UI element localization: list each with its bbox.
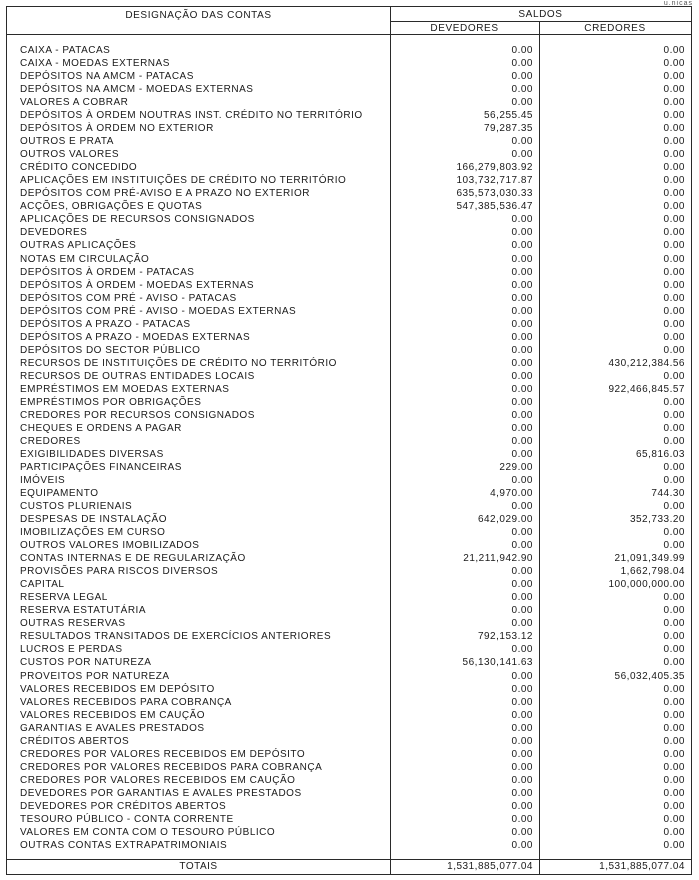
- credores-value: 0.00: [663, 110, 685, 122]
- table-row: [7, 83, 691, 96]
- table-row: [7, 813, 691, 826]
- table-row: [7, 383, 691, 396]
- table-row: [7, 96, 691, 109]
- table-row: [7, 253, 691, 266]
- devedores-value: 0.00: [511, 813, 533, 825]
- credores-value: 0.00: [663, 331, 685, 343]
- devedores-value: 0.00: [511, 331, 533, 343]
- devedores-value: 0.00: [511, 579, 533, 591]
- table-row: [7, 200, 691, 213]
- devedores-value: 0.00: [511, 748, 533, 760]
- table-row: [7, 266, 691, 279]
- account-name: OUTRAS CONTAS EXTRAPATRIMONIAIS: [20, 839, 228, 851]
- devedores-value: 0.00: [511, 136, 533, 148]
- table-row: [7, 748, 691, 761]
- credores-value: 0.00: [663, 683, 685, 695]
- account-name: DEVEDORES POR GARANTIAS E AVALES PRESTADOS: [20, 787, 302, 799]
- credores-value: 0.00: [663, 787, 685, 799]
- table-row: [7, 761, 691, 774]
- account-name: APLICAÇÕES DE RECURSOS CONSIGNADOS: [20, 214, 255, 226]
- devedores-value: 547,385,536.47: [456, 201, 533, 213]
- account-name: DEVEDORES POR CRÉDITOS ABERTOS: [20, 800, 227, 812]
- account-name: CRÉDITOS ABERTOS: [20, 735, 130, 747]
- devedores-value: 0.00: [511, 475, 533, 487]
- devedores-value: 166,279,803.92: [456, 162, 533, 174]
- corner-note: u.nicas: [663, 0, 693, 7]
- credores-value: 1,662,798.04: [620, 566, 685, 578]
- devedores-value: 0.00: [511, 826, 533, 838]
- account-name: LUCROS E PERDAS: [20, 644, 123, 656]
- table-row: [7, 422, 691, 435]
- account-name: VALORES RECEBIDOS EM DEPÓSITO: [20, 683, 215, 695]
- account-name: OUTROS E PRATA: [20, 136, 114, 148]
- devedores-value: 0.00: [511, 644, 533, 656]
- table-row: [7, 565, 691, 578]
- credores-value: 0.00: [663, 696, 685, 708]
- account-name: RESULTADOS TRANSITADOS DE EXERCÍCIOS ANTERIORES: [20, 631, 332, 643]
- devedores-value: 0.00: [511, 253, 533, 265]
- credores-value: 0.00: [663, 136, 685, 148]
- table-row: [7, 370, 691, 383]
- account-name: RECURSOS DE INSTITUIÇÕES DE CRÉDITO NO TERRITÓRIO: [20, 357, 337, 369]
- credores-value: 0.00: [663, 175, 685, 187]
- devedores-value: 0.00: [511, 735, 533, 747]
- credores-value: 0.00: [663, 162, 685, 174]
- credores-value: 0.00: [663, 370, 685, 382]
- table-row: [7, 774, 691, 787]
- credores-value: 0.00: [663, 240, 685, 252]
- devedores-value: 0.00: [511, 501, 533, 513]
- devedores-value: 792,153.12: [477, 631, 533, 643]
- account-name: VALORES A COBRAR: [20, 97, 129, 109]
- account-name: DEPÓSITOS A PRAZO - MOEDAS EXTERNAS: [20, 331, 251, 343]
- devedores-value: 0.00: [511, 84, 533, 96]
- table-row: [7, 135, 691, 148]
- account-name: DEPÓSITOS COM PRÉ - AVISO - PATACAS: [20, 292, 237, 304]
- account-name: CUSTOS POR NATUREZA: [20, 657, 152, 669]
- table-row: [7, 435, 691, 448]
- credores-value: 0.00: [663, 839, 685, 851]
- credores-value: 0.00: [663, 344, 685, 356]
- account-name: PROVISÕES PARA RISCOS DIVERSOS: [20, 566, 219, 578]
- account-name: VALORES EM CONTA COM O TESOURO PÚBLICO: [20, 826, 276, 838]
- devedores-value: 229.00: [499, 462, 533, 473]
- devedores-value: 0.00: [511, 409, 533, 421]
- credores-value: 0.00: [663, 826, 685, 838]
- credores-value: 0.00: [663, 266, 685, 278]
- credores-value: 0.00: [663, 605, 685, 617]
- account-name: CREDORES POR VALORES RECEBIDOS EM DEPÓSITO: [20, 748, 306, 760]
- credores-value: 0.00: [663, 631, 685, 643]
- account-name: VALORES RECEBIDOS EM CAUÇÃO: [20, 709, 206, 721]
- devedores-value: 79,287.35: [484, 123, 533, 135]
- credores-value: 0.00: [663, 592, 685, 604]
- table-row: [7, 826, 691, 839]
- totals-row: [7, 860, 691, 874]
- credores-value: 352,733.20: [629, 514, 685, 526]
- account-name: ACÇÕES, OBRIGAÇÕES E QUOTAS: [20, 201, 203, 213]
- credores-value: 0.00: [663, 318, 685, 330]
- devedores-value: 4,970.00: [490, 488, 533, 500]
- table-row: [7, 656, 691, 669]
- devedores-value: 0.00: [511, 279, 533, 291]
- devedores-value: 0.00: [511, 305, 533, 317]
- account-name: CREDORES POR RECURSOS CONSIGNADOS: [20, 409, 255, 421]
- credores-value: 65,816.03: [636, 448, 685, 460]
- account-name: DEPÓSITOS À ORDEM - MOEDAS EXTERNAS: [20, 279, 255, 291]
- table-row: [7, 331, 691, 344]
- table-row: [7, 617, 691, 630]
- credores-value: 0.00: [663, 540, 685, 552]
- header-designacao: DESIGNAÇÃO DAS CONTAS: [125, 10, 272, 21]
- devedores-value: 0.00: [511, 761, 533, 773]
- devedores-value: 0.00: [511, 45, 533, 56]
- devedores-value: 635,573,030.33: [456, 188, 533, 200]
- account-name: DEPÓSITOS DO SECTOR PÚBLICO: [20, 344, 201, 356]
- account-rows: [7, 44, 691, 852]
- account-name: OUTRAS RESERVAS: [20, 618, 126, 630]
- devedores-value: 103,732,717.87: [456, 175, 533, 187]
- devedores-value: 0.00: [511, 370, 533, 382]
- credores-value: 0.00: [663, 475, 685, 487]
- credores-value: 922,466,845.57: [608, 383, 685, 395]
- account-name: CREDORES POR VALORES RECEBIDOS EM CAUÇÃO: [20, 774, 296, 786]
- account-name: DEPÓSITOS À ORDEM NOUTRAS INST. CRÉDITO NO TERRITÓRIO: [20, 110, 363, 122]
- credores-value: 0.00: [663, 123, 685, 135]
- table-row: [7, 187, 691, 200]
- table-row: [7, 683, 691, 696]
- table-row: [7, 513, 691, 526]
- credores-value: 0.00: [663, 644, 685, 656]
- table-row: [7, 239, 691, 252]
- trial-balance-table: [6, 6, 692, 875]
- account-name: CAPITAL: [20, 579, 65, 591]
- credores-value: 0.00: [663, 722, 685, 734]
- credores-value: 0.00: [663, 71, 685, 83]
- account-name: RESERVA LEGAL: [20, 592, 108, 604]
- credores-value: 0.00: [663, 227, 685, 239]
- devedores-value: 0.00: [511, 71, 533, 83]
- credores-value: 0.00: [663, 435, 685, 447]
- table-row: [7, 643, 691, 656]
- devedores-value: 0.00: [511, 240, 533, 252]
- devedores-value: 0.00: [511, 618, 533, 630]
- devedores-value: 0.00: [511, 292, 533, 304]
- credores-value: 0.00: [663, 735, 685, 747]
- totals-devedores: 1,531,885,077.04: [447, 861, 533, 872]
- devedores-value: 0.00: [511, 839, 533, 851]
- credores-value: 56,032,405.35: [614, 670, 685, 682]
- credores-value: 430,212,384.56: [608, 357, 685, 369]
- account-name: TESOURO PÚBLICO - CONTA CORRENTE: [20, 813, 234, 825]
- table-row: [7, 487, 691, 500]
- table-row: [7, 630, 691, 643]
- devedores-value: 0.00: [511, 149, 533, 161]
- account-name: IMÓVEIS: [20, 475, 66, 487]
- credores-value: 0.00: [663, 149, 685, 161]
- header-saldos: SALDOS: [518, 9, 563, 20]
- table-row: [7, 578, 691, 591]
- devedores-value: 0.00: [511, 709, 533, 721]
- account-name: DEPÓSITOS NA AMCM - PATACAS: [20, 71, 194, 83]
- account-name: CRÉDITO CONCEDIDO: [20, 162, 138, 174]
- table-row: [7, 526, 691, 539]
- credores-value: 0.00: [663, 305, 685, 317]
- devedores-value: 0.00: [511, 435, 533, 447]
- account-name: EMPRÉSTIMOS EM MOEDAS EXTERNAS: [20, 383, 230, 395]
- account-name: GARANTIAS E AVALES PRESTADOS: [20, 722, 205, 734]
- table-row: [7, 226, 691, 239]
- account-name: CHEQUES E ORDENS A PAGAR: [20, 422, 182, 434]
- devedores-value: 0.00: [511, 396, 533, 408]
- account-name: DEPÓSITOS COM PRÉ - AVISO - MOEDAS EXTERNAS: [20, 305, 297, 317]
- account-name: VALORES RECEBIDOS PARA COBRANÇA: [20, 696, 232, 708]
- account-name: CAIXA - PATACAS: [20, 45, 111, 56]
- credores-value: 0.00: [663, 292, 685, 304]
- table-row: [7, 787, 691, 800]
- credores-value: 0.00: [663, 188, 685, 200]
- account-name: PARTICIPAÇÕES FINANCEIRAS: [20, 462, 182, 473]
- credores-value: 0.00: [663, 709, 685, 721]
- table-row: [7, 670, 691, 683]
- account-name: PROVEITOS POR NATUREZA: [20, 670, 170, 682]
- header-devedores: DEVEDORES: [430, 23, 499, 34]
- credores-value: 0.00: [663, 45, 685, 56]
- devedores-value: 0.00: [511, 448, 533, 460]
- header-divider: [7, 34, 691, 35]
- table-row: [7, 279, 691, 292]
- devedores-value: 0.00: [511, 357, 533, 369]
- devedores-value: 0.00: [511, 592, 533, 604]
- account-name: EQUIPAMENTO: [20, 488, 99, 500]
- credores-value: 0.00: [663, 813, 685, 825]
- table-row: [7, 213, 691, 226]
- devedores-value: 0.00: [511, 722, 533, 734]
- table-row: [7, 448, 691, 461]
- credores-value: 0.00: [663, 97, 685, 109]
- table-row: [7, 696, 691, 709]
- table-row: [7, 44, 691, 57]
- devedores-value: 0.00: [511, 527, 533, 539]
- account-name: EXIGIBILIDADES DIVERSAS: [20, 448, 164, 460]
- table-row: [7, 735, 691, 748]
- credores-value: 0.00: [663, 761, 685, 773]
- table-row: [7, 800, 691, 813]
- table-row: [7, 318, 691, 331]
- account-name: CREDORES: [20, 435, 81, 447]
- devedores-value: 0.00: [511, 383, 533, 395]
- table-row: [7, 344, 691, 357]
- account-name: OUTROS VALORES IMOBILIZADOS: [20, 540, 200, 552]
- credores-value: 0.00: [663, 253, 685, 265]
- table-row: [7, 552, 691, 565]
- saldos-divider: [390, 21, 691, 22]
- credores-value: 0.00: [663, 409, 685, 421]
- credores-value: 0.00: [663, 527, 685, 539]
- table-row: [7, 122, 691, 135]
- table-row: [7, 474, 691, 487]
- devedores-value: 0.00: [511, 97, 533, 109]
- credores-value: 0.00: [663, 279, 685, 291]
- credores-value: 0.00: [663, 422, 685, 434]
- credores-value: 21,091,349.99: [614, 553, 685, 565]
- credores-value: 0.00: [663, 501, 685, 513]
- account-name: RECURSOS DE OUTRAS ENTIDADES LOCAIS: [20, 370, 255, 382]
- credores-value: 0.00: [663, 58, 685, 70]
- devedores-value: 56,255.45: [484, 110, 533, 122]
- credores-value: 744.30: [651, 488, 685, 500]
- table-row: [7, 591, 691, 604]
- credores-value: 0.00: [663, 618, 685, 630]
- devedores-value: 0.00: [511, 58, 533, 70]
- account-name: RESERVA ESTATUTÁRIA: [20, 605, 147, 617]
- table-row: [7, 409, 691, 422]
- credores-value: 0.00: [663, 748, 685, 760]
- account-name: DESPESAS DE INSTALAÇÃO: [20, 514, 167, 526]
- account-name: DEPÓSITOS À ORDEM NO EXTERIOR: [20, 123, 214, 135]
- devedores-value: 0.00: [511, 266, 533, 278]
- devedores-value: 0.00: [511, 670, 533, 682]
- account-name: NOTAS EM CIRCULAÇÃO: [20, 253, 150, 265]
- account-name: IMOBILIZAÇÕES EM CURSO: [20, 527, 166, 539]
- devedores-value: 0.00: [511, 787, 533, 799]
- table-row: [7, 174, 691, 187]
- credores-value: 0.00: [663, 462, 685, 473]
- devedores-value: 0.00: [511, 566, 533, 578]
- table-row: [7, 305, 691, 318]
- header-credores: CREDORES: [584, 23, 646, 34]
- account-name: EMPRÉSTIMOS POR OBRIGAÇÕES: [20, 396, 202, 408]
- devedores-value: 0.00: [511, 696, 533, 708]
- table-row: [7, 539, 691, 552]
- table-row: [7, 396, 691, 409]
- devedores-value: 642,029.00: [477, 514, 533, 526]
- account-name: APLICAÇÕES EM INSTITUIÇÕES DE CRÉDITO NO TERRITÓRIO: [20, 175, 347, 187]
- table-row: [7, 500, 691, 513]
- account-name: CAIXA - MOEDAS EXTERNAS: [20, 58, 170, 70]
- account-name: CONTAS INTERNAS E DE REGULARIZAÇÃO: [20, 553, 246, 565]
- credores-value: 100,000,000.00: [608, 579, 685, 591]
- table-row: [7, 357, 691, 370]
- devedores-value: 0.00: [511, 227, 533, 239]
- table-row: [7, 57, 691, 70]
- devedores-value: 56,130,141.63: [462, 657, 533, 669]
- devedores-value: 0.00: [511, 774, 533, 786]
- credores-value: 0.00: [663, 214, 685, 226]
- credores-value: 0.00: [663, 657, 685, 669]
- table-row: [7, 292, 691, 305]
- account-name: DEPÓSITOS A PRAZO - PATACAS: [20, 318, 191, 330]
- devedores-value: 0.00: [511, 540, 533, 552]
- account-name: DEPÓSITOS COM PRÉ-AVISO E A PRAZO NO EXTERIOR: [20, 188, 310, 200]
- devedores-value: 21,211,942.90: [463, 553, 533, 565]
- account-name: CUSTOS PLURIENAIS: [20, 501, 133, 513]
- credores-value: 0.00: [663, 774, 685, 786]
- devedores-value: 0.00: [511, 318, 533, 330]
- table-row: [7, 161, 691, 174]
- devedores-value: 0.00: [511, 214, 533, 226]
- devedores-value: 0.00: [511, 800, 533, 812]
- table-row: [7, 604, 691, 617]
- account-name: DEVEDORES: [20, 227, 88, 239]
- credores-value: 0.00: [663, 84, 685, 96]
- table-row: [7, 709, 691, 722]
- account-name: OUTRAS APLICAÇÕES: [20, 240, 137, 252]
- account-name: DEPÓSITOS À ORDEM - PATACAS: [20, 266, 195, 278]
- table-row: [7, 109, 691, 122]
- devedores-value: 0.00: [511, 422, 533, 434]
- totals-credores: 1,531,885,077.04: [599, 861, 685, 872]
- credores-value: 0.00: [663, 201, 685, 213]
- credores-value: 0.00: [663, 800, 685, 812]
- devedores-value: 0.00: [511, 605, 533, 617]
- account-name: DEPÓSITOS NA AMCM - MOEDAS EXTERNAS: [20, 84, 254, 96]
- totals-label: TOTAIS: [179, 861, 218, 872]
- table-row: [7, 70, 691, 83]
- table-row: [7, 461, 691, 474]
- account-name: OUTROS VALORES: [20, 149, 120, 161]
- devedores-value: 0.00: [511, 344, 533, 356]
- table-row: [7, 148, 691, 161]
- credores-value: 0.00: [663, 396, 685, 408]
- devedores-value: 0.00: [511, 683, 533, 695]
- account-name: CREDORES POR VALORES RECEBIDOS PARA COBRANÇA: [20, 761, 323, 773]
- table-row: [7, 722, 691, 735]
- table-row: [7, 839, 691, 852]
